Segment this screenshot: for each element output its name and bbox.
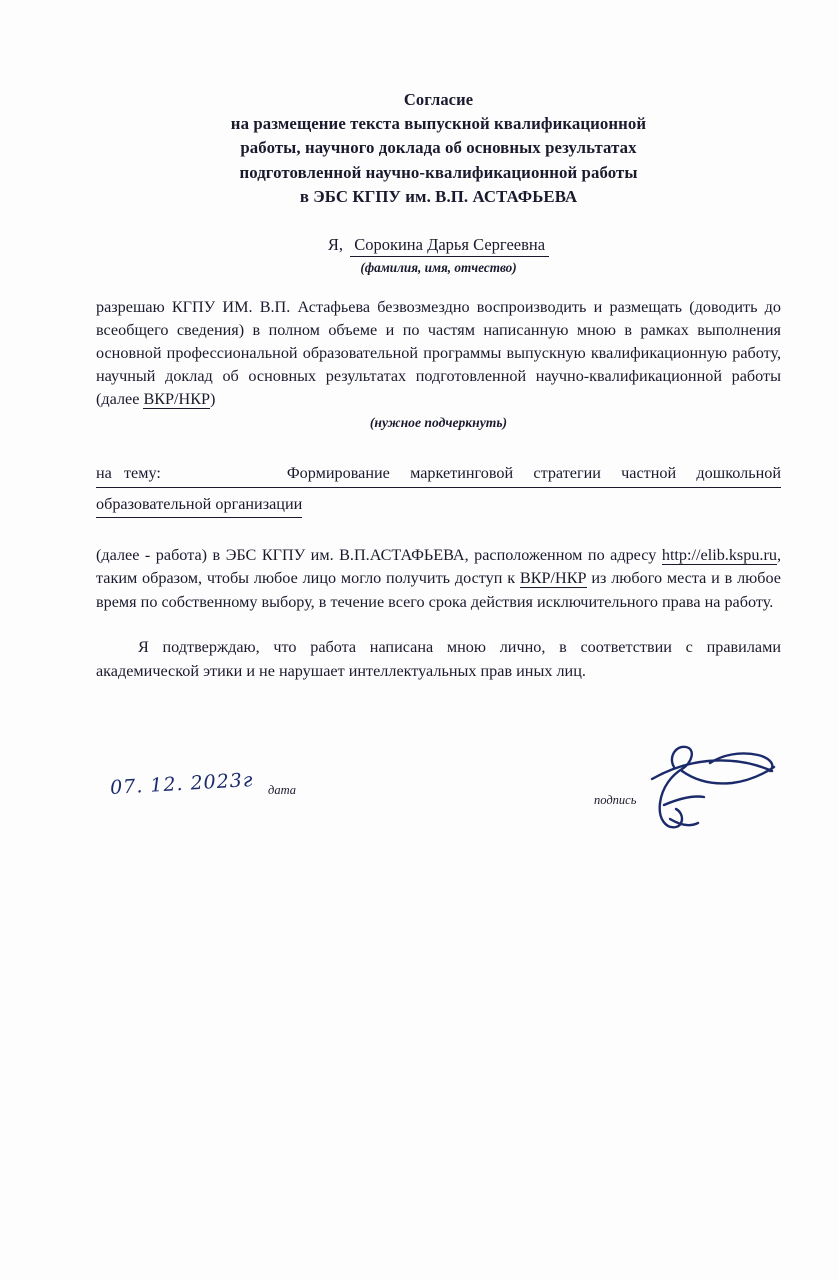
fio-caption: (фамилия, имя, отчество) [360, 260, 517, 276]
topic-label: на тему: [96, 464, 161, 483]
topic-text-line-1: Формирование маркетинговой стратегии частной дошкольной [286, 464, 781, 483]
consent-paragraph [96, 296, 781, 411]
underline-note: (нужное подчеркнуть) [369, 415, 508, 431]
name-prefix: Я, [327, 235, 344, 255]
consent-paragraph-text: разрешаю КГПУ ИМ. В.П. Астафьева безвозмездно воспроизводить и размещать (доводить до всеобщего сведения) в полном объеме и по частям написанную мною в рамках выполнения основной профессиональной образовательной программы выпускную квалификационную работу, научный доклад об основных результатах подготовленной научно-квалификационной работы (далее [96, 298, 781, 409]
title-line-3: работы, научного доклада об основных результатах [240, 138, 637, 158]
elib-link[interactable]: http://elib.kspu.ru [661, 545, 777, 564]
title-line-5: в ЭБС КГПУ им. В.П. АСТАФЬЕВА [299, 186, 578, 206]
signature-area [96, 755, 781, 845]
document-content [96, 88, 781, 683]
consent-paragraph-tail: ) [210, 390, 216, 409]
title-line-4: подготовленной научно-квалификационной работы [239, 162, 638, 182]
handwritten-date: 07. 12. 2023г [109, 769, 254, 799]
topic-block [96, 461, 781, 518]
applicant-full-name: Сорокина Дарья Сергеевна [350, 235, 549, 257]
document-title-block [96, 88, 781, 209]
vkr-nkr-abbr: ВКР/НКР [143, 390, 211, 409]
address-paragraph [96, 544, 781, 614]
address-tail: из любого места и в любое время по собственному выбору, в течение всего срока действия исключительного права на работу. [96, 569, 781, 611]
vkr-nkr-abbr-2: ВКР/НКР [519, 569, 587, 588]
title-line-1: Согласие [403, 90, 474, 109]
topic-text-line-2: образовательной организации [96, 492, 302, 518]
applicant-name-line [96, 235, 781, 257]
date-caption: дата [268, 783, 297, 797]
title-line-2: на размещение текста выпускной квалификационной [230, 113, 647, 133]
address-before-link: (далее - работа) в ЭБС КГПУ им. В.П.АСТАФЬЕВА, расположенном по адресу [96, 545, 662, 564]
address-after-link: , таким образом, чтобы любое лицо могло получить доступ к [96, 545, 781, 588]
signature-caption: подпись [594, 793, 637, 807]
topic-line-1 [96, 461, 781, 487]
handwritten-signature [526, 733, 816, 853]
confirmation-paragraph: Я подтверждаю, что работа написана мною лично, в соответствии с правилами академической этики и не нарушает интеллектуальных прав иных лиц. [96, 638, 781, 680]
